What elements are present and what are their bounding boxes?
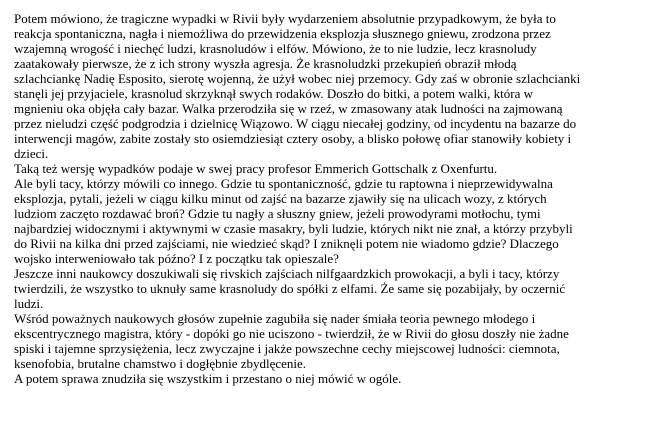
text-line: interwencji magów, zabite zostały sto osiemdziesiąt cztery osoby, a blisko połowę ofiar stanowiły kobiety i [14, 131, 572, 146]
text-line: najbardziej widocznymi i aktywnymi w czasie masakry, byli ludzie, których nikt nie znał, a którzy przybyli [14, 221, 573, 236]
paragraph [14, 11, 648, 161]
paragraph [14, 161, 648, 176]
text-line: ludziom zaczęto rozdawać broń? Gdzie tu nagły a słuszny gniew, jeżeli prowodyrami motłochu, tymi [14, 206, 541, 221]
text-line: dzieci. [14, 146, 49, 161]
text-line: przez nieludzi część podgrodzia i dzielnicę Wiązowo. W ciągu niecałej godziny, od incydentu na bazarze do [14, 116, 577, 131]
text-line: twierdzili, że wszystko to uknuły same krasnoludy do spółki z elfami. Że same się pozabijały, by oczernić [14, 281, 566, 296]
text-line: A potem sprawa znudziła się wszystkim i przestano o niej mówić w ogóle. [14, 371, 402, 386]
text-line: Taką też wersję wypadków podaje w swej pracy profesor Emmerich Gottschalk z Oxenfurtu. [14, 161, 498, 176]
text-line: ksenofobia, brutalne chamstwo i dogłębnie zbydlęcenie. [14, 356, 307, 371]
text-line: do Rivii na kilka dni przed zajściami, nie wiedzieć skąd? I zniknęli potem nie wiadomo gdzie? Dlaczego [14, 236, 559, 251]
text-line: mgnieniu oka objęła cały bazar. Walka przerodziła się w rzeź, w zmasowany atak ludności na zajmowaną [14, 101, 563, 116]
text-line: szlachciankę Nadię Esposito, sierotę wojenną, że użył wobec niej przemocy. Gdy zaś w obronie szlachcianki [14, 71, 581, 86]
paragraph [14, 311, 648, 371]
document-text [14, 11, 648, 386]
text-line: ekscentrycznego magistra, który - dopóki go nie uciszono - twierdził, że w Rivii do głosu doszły nie żadne [14, 326, 569, 341]
text-line: Wśród poważnych naukowych głosów zupełnie zagubiła się nader śmiała teoria pewnego młodego i [14, 311, 536, 326]
text-line: eksplozja, pytali, jeżeli w ciągu kilku minut od zajść na bazarze zjawiły się na ulicach wozy, z których [14, 191, 547, 206]
text-line: reakcja spontaniczna, nagła i niemożliwa do przewidzenia eksplozja słusznego gniewu, zrodzona przez [14, 26, 551, 41]
text-line: Ale byli tacy, którzy mówili co innego. Gdzie tu spontaniczność, gdzie tu raptowna i nieprzewidywalna [14, 176, 553, 191]
paragraph [14, 266, 648, 311]
text-line: wojsko interweniowało tak późno? I z początku tak opieszale? [14, 251, 339, 266]
text-line: spiski i tajemne sprzysiężenia, lecz zwyczajne i jakże powszechne cechy miejscowej ludności: ciemnota, [14, 341, 560, 356]
text-line: Potem mówiono, że tragiczne wypadki w Rivii były wydarzeniem absolutnie przypadkowym, że była to [14, 11, 556, 26]
paragraph [14, 371, 648, 386]
text-line: zaatakowały pierwsze, że z ich strony wyszła agresja. Że krasnoludzki przekupień obraził młodą [14, 56, 517, 71]
text-line: stanęli jej przyjaciele, krasnolud skrzyknął swych rodaków. Doszło do bitki, a potem walki, która w [14, 86, 534, 101]
paragraph [14, 176, 648, 266]
text-line: ludzi. [14, 296, 44, 311]
text-line: wzajemną wrogość i niechęć ludzi, krasnoludów i elfów. Mówiono, że to nie ludzie, lecz krasnoludy [14, 41, 537, 56]
text-line: Jeszcze inni naukowcy doszukiwali się rivskich zajściach nilfgaardzkich prowokacji, a byli i tacy, którzy [14, 266, 560, 281]
